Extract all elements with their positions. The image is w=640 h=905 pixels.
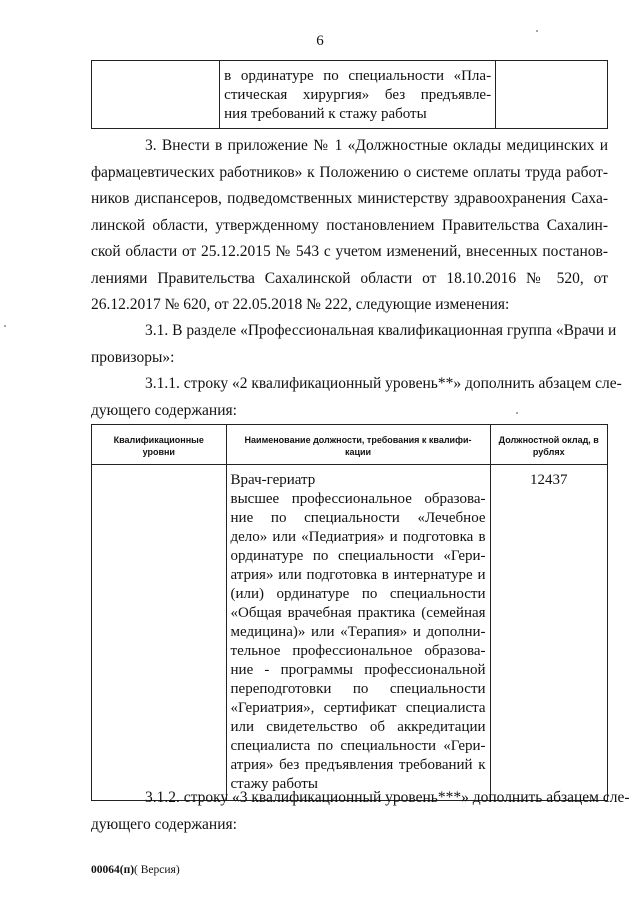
salary-table — [91, 424, 608, 801]
cell-text-line: ние по специальности «Лечебное — [230, 510, 486, 526]
text-line: 26.12.2017 № 620, от 22.05.2018 № 222, следующие изменения: — [91, 296, 510, 313]
cell-text-line: стажу работы — [230, 776, 318, 792]
paragraph-3-1 — [91, 318, 617, 371]
text-line: 3.1.1. строку «2 квалификационный уровень**» дополнить абзацем сле- — [145, 375, 622, 392]
paragraph-3-1-1 — [91, 371, 622, 424]
text-line: провизоры»: — [91, 348, 175, 366]
cell-text-line: или свидетельство об аккредитации — [230, 719, 486, 735]
text-line: 3.1. В разделе «Профессиональная квалификационная группа «Врачи и — [145, 322, 617, 339]
text-line: линской области, утвержденному постановлением Правительства Сахалин- — [91, 216, 608, 234]
scan-speck — [516, 412, 518, 414]
header-line: Квалификационные — [113, 435, 204, 445]
text-line: дующего содержания: — [91, 815, 237, 833]
text-line: ской области от 25.12.2015 № 543 с учетом изменений, внесенных постанов- — [91, 243, 608, 260]
header-line: Наименование должности, требования к квалифи- — [244, 435, 472, 445]
column-header-position — [226, 425, 490, 465]
text-line: 3.1.2. строку «3 квалификационный уровень***» дополнить абзацем сле- — [145, 789, 630, 806]
document-code: 00064(п) — [91, 864, 135, 876]
cell-text-line: в ординатуре по специальности «Пла- — [224, 68, 492, 84]
table-cell-salary: 12437 — [490, 465, 607, 801]
text-line: дующего содержания: — [91, 401, 237, 419]
page-number: 6 — [316, 33, 324, 49]
table-cell-empty — [496, 61, 608, 129]
text-line: лениями Правительства Сахалинской области от 18.10.2016 № 520, от — [91, 269, 608, 287]
text-line: ников диспансеров, подведомственных министерству здравоохранения Саха- — [91, 190, 608, 207]
paragraph-3-1-2 — [91, 785, 630, 838]
cell-text-line: ния требований к стажу работы — [224, 106, 427, 122]
cell-text-line: тельное профессиональное образова- — [230, 643, 486, 659]
table-cell-empty — [92, 61, 220, 129]
cell-text-line: атрия» или подготовка в интернатуре и — [230, 567, 486, 583]
cell-text-line: «Общая врачебная практика (семейная — [230, 605, 486, 621]
cell-text-line: медицина)» или «Терапия» и дополни- — [230, 624, 486, 640]
cell-text-line: стическая хирургия» без предъявле- — [224, 87, 492, 103]
cell-text-line: ординатуре по специальности «Гери- — [230, 548, 486, 564]
text-line: 3. Внести в приложение № 1 «Должностные оклады медицинских и — [145, 137, 608, 154]
text-line: фармацевтических работников» к Положению о системе оплаты труда работ- — [91, 163, 608, 181]
header-line: Должностной оклад, в — [498, 435, 599, 445]
header-line: кации — [344, 447, 372, 457]
scan-speck — [536, 30, 538, 32]
position-title: Врач-гериатр — [230, 472, 316, 488]
cell-text-line: дело» или «Педиатрия» и подготовка в — [230, 529, 486, 545]
cell-text-line: ние - программы профессиональной — [230, 662, 486, 678]
column-header-levels — [92, 425, 227, 465]
continuation-table — [91, 60, 608, 129]
paragraph-3 — [91, 133, 608, 319]
table-row — [92, 61, 608, 129]
cell-text-line: высшее профессиональное образова- — [230, 491, 486, 507]
cell-text-line: специалиста по специальности «Гери- — [230, 738, 486, 754]
header-line: рублях — [532, 447, 565, 457]
cell-text-line: (или) ординатуре по специальности — [230, 586, 486, 602]
table-cell-position — [226, 465, 490, 801]
scan-speck — [4, 325, 6, 327]
cell-text-line: переподготовки по специальности — [230, 681, 486, 697]
document-version: ( Версия) — [134, 864, 180, 876]
table-header-row — [92, 425, 608, 465]
table-row — [92, 465, 608, 801]
cell-text-line: «Гериатрия», сертификат специалиста — [230, 700, 486, 716]
cell-text-line: атрия» без предъявления требований к — [230, 757, 486, 773]
document-footer — [91, 864, 180, 876]
table-cell-level — [92, 465, 227, 801]
column-header-salary — [490, 425, 607, 465]
header-line: уровни — [142, 447, 175, 457]
table-cell-requirements — [220, 61, 496, 129]
